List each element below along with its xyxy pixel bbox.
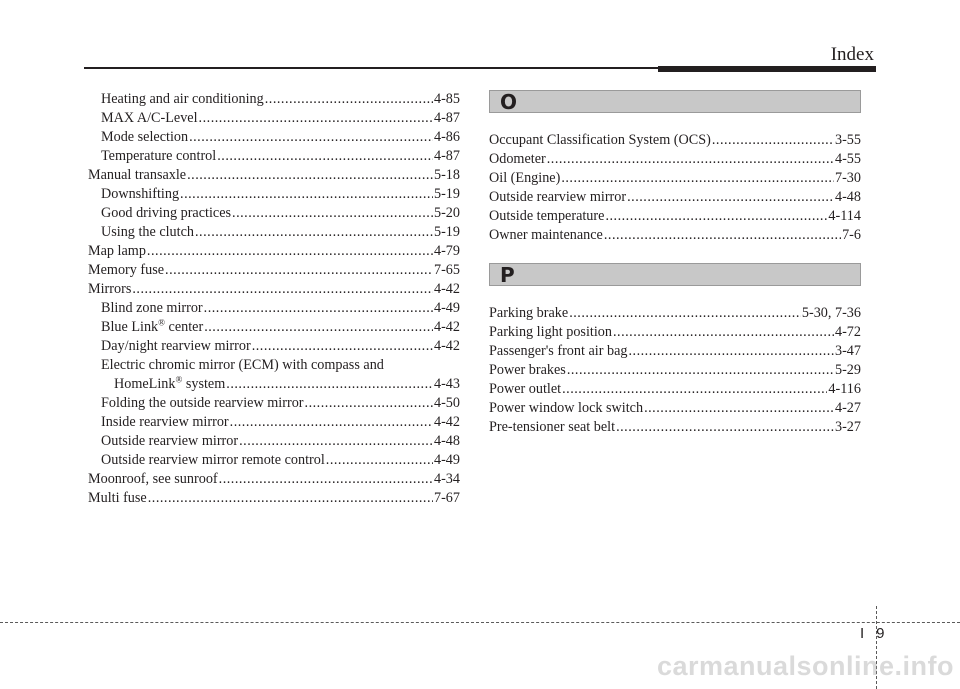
dot-leader — [567, 361, 834, 380]
header-rule-tab — [658, 66, 876, 72]
dot-leader — [180, 185, 433, 204]
dot-leader — [627, 188, 834, 207]
entry-page-ref: 4-27 — [834, 400, 861, 416]
entry-term: Power window lock switch — [489, 400, 644, 416]
entry-term: Parking light position — [489, 324, 612, 340]
entry-term: Good driving practices — [101, 205, 232, 221]
index-entry — [88, 394, 460, 413]
entry-page-ref: 4-114 — [828, 208, 861, 224]
dot-leader — [132, 280, 433, 299]
dot-leader — [252, 337, 433, 356]
page-number — [860, 625, 885, 642]
index-entry — [88, 204, 460, 223]
index-entry — [88, 318, 460, 337]
entry-page-ref: 4-43 — [433, 376, 460, 392]
entry-term: Owner maintenance — [489, 227, 603, 243]
watermark-text: carmanualsonline.info — [656, 651, 954, 681]
entry-term: Parking brake — [489, 305, 569, 321]
entry-term: Outside rearview mirror — [101, 433, 239, 449]
index-entry — [88, 413, 460, 432]
dot-leader — [204, 318, 433, 337]
dot-leader — [613, 323, 834, 342]
entry-page-ref: 4-116 — [828, 381, 861, 397]
entry-page-ref: 7-65 — [433, 262, 460, 278]
section-letter-o: O — [500, 90, 518, 114]
entry-page-ref: 4-42 — [433, 338, 460, 354]
entry-page-ref: 5-30, 7-36 — [801, 305, 861, 321]
entry-term: Temperature control — [101, 148, 217, 164]
entry-page-ref: 4-49 — [433, 300, 460, 316]
entry-term: Map lamp — [88, 243, 146, 259]
entry-term: Moonroof, see sunroof — [88, 471, 218, 487]
header-title: Index — [830, 44, 874, 65]
dot-leader — [148, 489, 433, 508]
dot-leader — [147, 242, 433, 261]
entry-term: Manual transaxle — [88, 167, 187, 183]
dot-leader — [219, 470, 433, 489]
entry-page-ref: 7-30 — [834, 170, 861, 186]
entry-page-ref: 4-87 — [433, 148, 460, 164]
index-entry — [88, 356, 460, 375]
entry-page-ref: 7-6 — [842, 227, 861, 243]
entry-page-ref: 3-47 — [834, 343, 861, 359]
dot-leader — [187, 166, 433, 185]
index-entry — [88, 337, 460, 356]
index-entry — [88, 147, 460, 166]
dot-leader — [217, 147, 433, 166]
dot-leader — [239, 432, 433, 451]
dot-leader — [605, 207, 827, 226]
index-entry — [489, 131, 861, 150]
dot-leader — [562, 380, 827, 399]
index-entry — [489, 399, 861, 418]
entry-term: Power brakes — [489, 362, 566, 378]
index-entry — [489, 380, 861, 399]
section-header-p — [489, 263, 861, 286]
dot-leader — [712, 131, 834, 150]
entry-page-ref: 5-20 — [433, 205, 460, 221]
index-entry — [88, 432, 460, 451]
dot-leader — [561, 169, 834, 188]
entry-page-ref: 3-55 — [834, 132, 861, 148]
entry-page-ref: 5-19 — [433, 224, 460, 240]
entry-term: Downshifting — [101, 186, 180, 202]
dot-leader — [226, 375, 433, 394]
index-entry — [88, 242, 460, 261]
section-o-list — [489, 131, 861, 245]
entry-term: Occupant Classification System (OCS) — [489, 132, 711, 148]
entry-page-ref: 4-55 — [834, 151, 861, 167]
entry-page-ref: 4-42 — [433, 319, 460, 335]
entry-term: Using the clutch — [101, 224, 194, 240]
entry-term: MAX A/C-Level — [101, 110, 198, 126]
index-entry — [88, 166, 460, 185]
index-entry — [88, 470, 460, 489]
index-entry — [88, 223, 460, 242]
dot-leader — [230, 413, 433, 432]
entry-page-ref: 4-49 — [433, 452, 460, 468]
entry-term: Mode selection — [101, 129, 189, 145]
entry-page-ref: 4-48 — [834, 189, 861, 205]
entry-term: Power outlet — [489, 381, 562, 397]
registered-mark: ® — [175, 374, 183, 385]
entry-term: Oil (Engine) — [489, 170, 561, 186]
dot-leader — [195, 223, 433, 242]
entry-term: Multi fuse — [88, 490, 147, 506]
index-entry — [489, 418, 861, 437]
index-entry — [88, 90, 460, 109]
index-entry — [489, 150, 861, 169]
index-entry — [88, 451, 460, 470]
registered-mark: ® — [158, 317, 165, 328]
header-rule — [84, 67, 660, 69]
entry-page-ref: 4-79 — [433, 243, 460, 259]
dot-leader — [604, 226, 841, 245]
entry-page-ref: 4-50 — [433, 395, 460, 411]
dot-leader — [165, 261, 433, 280]
dot-leader — [189, 128, 433, 147]
entry-term: Pre-tensioner seat belt — [489, 419, 616, 435]
index-entry — [88, 261, 460, 280]
entry-term: Blue Link® center — [101, 317, 204, 335]
index-entry — [489, 226, 861, 245]
index-column-left — [88, 90, 460, 508]
entry-page-ref: 4-72 — [834, 324, 861, 340]
dot-leader — [569, 304, 801, 323]
index-entry — [489, 342, 861, 361]
dot-leader — [628, 342, 834, 361]
section-header-o — [489, 90, 861, 113]
section-p-list — [489, 304, 861, 437]
dot-leader — [326, 451, 433, 470]
entry-page-ref: 4-42 — [433, 414, 460, 430]
entry-page-ref: 4-87 — [433, 110, 460, 126]
entry-term: Odometer — [489, 151, 546, 167]
index-entry — [88, 299, 460, 318]
entry-page-ref: 3-27 — [834, 419, 861, 435]
entry-term: Heating and air conditioning — [101, 91, 264, 107]
dot-leader — [199, 109, 433, 128]
index-entry — [489, 169, 861, 188]
dot-leader — [232, 204, 433, 223]
entry-page-ref: 5-29 — [834, 362, 861, 378]
entry-page-ref: 4-42 — [433, 281, 460, 297]
entry-page-ref: 4-34 — [433, 471, 460, 487]
entry-term: Folding the outside rearview mirror — [101, 395, 304, 411]
entry-page-ref: 4-48 — [433, 433, 460, 449]
entry-term: Outside rearview mirror — [489, 189, 627, 205]
index-entry — [489, 207, 861, 226]
index-entry — [489, 323, 861, 342]
index-entry — [88, 375, 460, 394]
dot-leader — [204, 299, 433, 318]
entry-term: Outside temperature — [489, 208, 605, 224]
dot-leader — [265, 90, 433, 109]
dot-leader — [305, 394, 433, 413]
dot-leader — [644, 399, 834, 418]
entry-term: Memory fuse — [88, 262, 165, 278]
entry-term: Day/night rearview mirror — [101, 338, 251, 354]
entry-page-ref: 5-19 — [433, 186, 460, 202]
entry-term: Passenger's front air bag — [489, 343, 628, 359]
page-section-letter: I — [860, 625, 865, 642]
index-column-right — [489, 90, 861, 437]
section-letter-p: P — [500, 263, 515, 287]
dot-leader — [616, 418, 834, 437]
index-entry — [88, 185, 460, 204]
index-entry — [489, 304, 861, 323]
index-entry — [489, 188, 861, 207]
entry-page-ref: 4-86 — [433, 129, 460, 145]
entry-term: Inside rearview mirror — [101, 414, 229, 430]
entry-page-ref: 5-18 — [433, 167, 460, 183]
footer-rule — [0, 622, 960, 623]
entry-term: Electric chromic mirror (ECM) with compass and — [101, 357, 384, 373]
entry-page-ref: 7-67 — [433, 490, 460, 506]
entry-term: Blind zone mirror — [101, 300, 203, 316]
index-entry — [88, 489, 460, 508]
entry-term: Mirrors — [88, 281, 132, 297]
index-entry — [88, 109, 460, 128]
entry-page-ref: 4-85 — [433, 91, 460, 107]
dot-leader — [547, 150, 834, 169]
index-entry — [88, 280, 460, 299]
index-entry — [88, 128, 460, 147]
entry-term: Outside rearview mirror remote control — [101, 452, 325, 468]
page-number-value: 9 — [876, 625, 885, 642]
index-entry — [489, 361, 861, 380]
entry-term: HomeLink® system — [114, 374, 226, 392]
